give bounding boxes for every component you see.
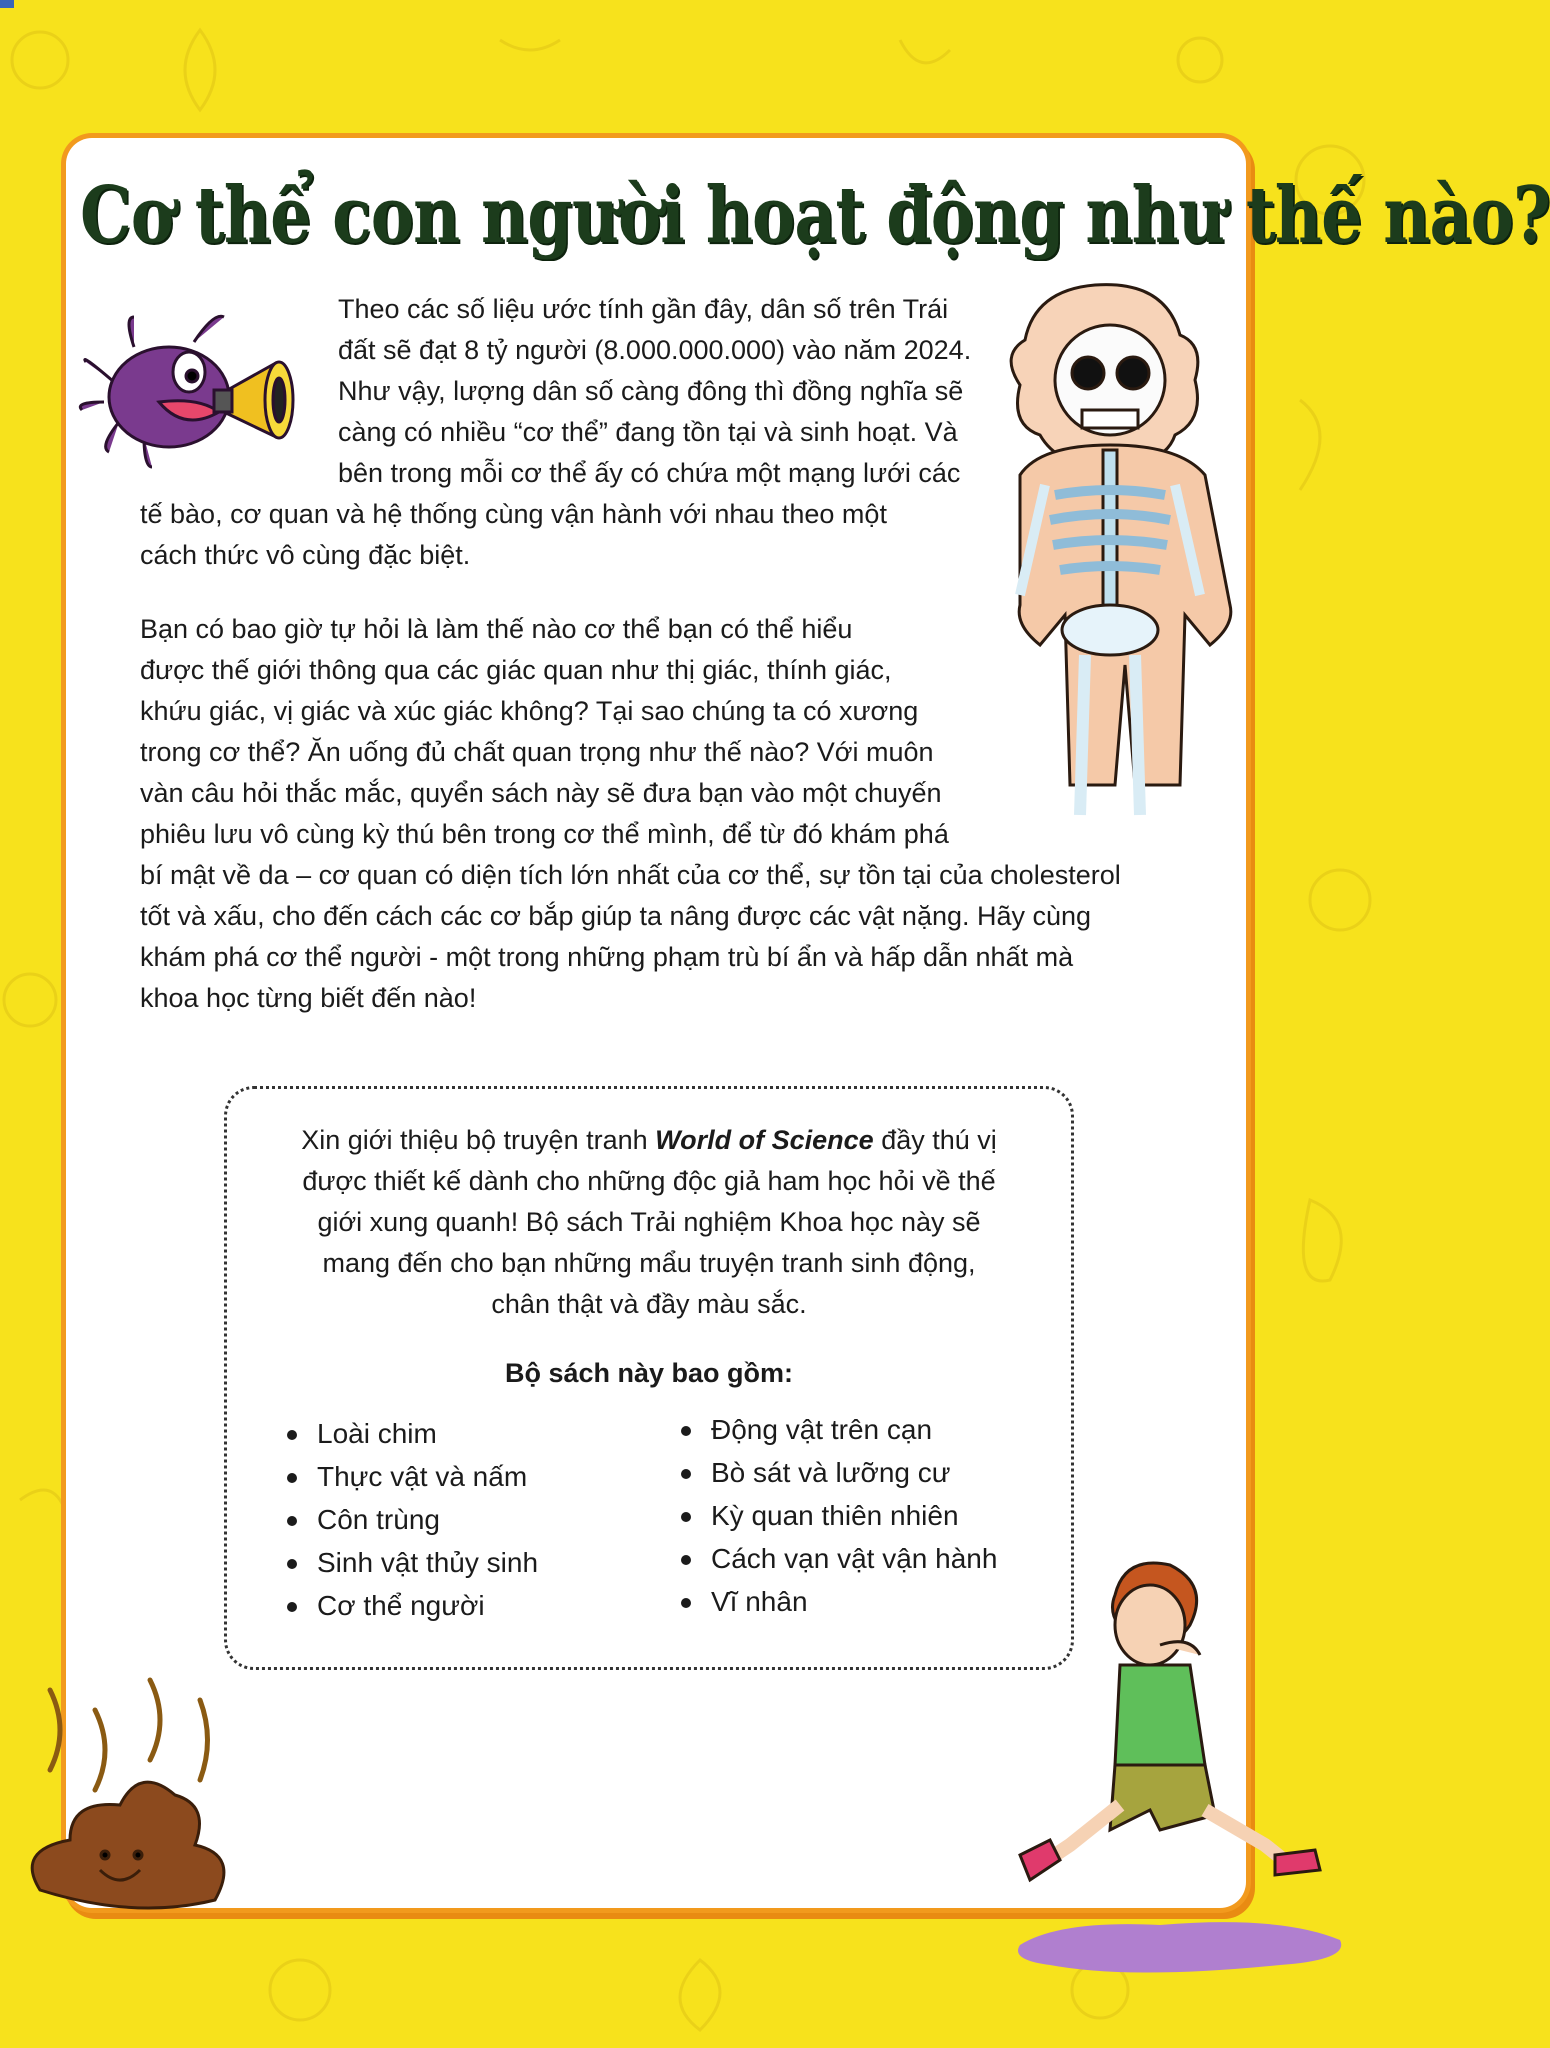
paragraph-line: khoa học từng biết đến nào! — [140, 983, 477, 1013]
series-list-right — [681, 1408, 997, 1623]
list-item: Côn trùng — [287, 1498, 538, 1541]
intro-line — [224, 1120, 1074, 1161]
main-paragraph — [140, 609, 1121, 1019]
series-name: World of Science — [655, 1125, 874, 1155]
paragraph-line: bí mật về da – cơ quan có diện tích lớn nhất của cơ thể, sự tồn tại của cholesterol — [140, 860, 1121, 890]
list-item: Vĩ nhân — [681, 1580, 997, 1623]
paragraph-line: đất sẽ đạt 8 tỷ người (8.000.000.000) vào năm 2024. — [338, 335, 972, 365]
intro-line: giới xung quanh! Bộ sách Trải nghiệm Khoa học này sẽ — [317, 1207, 981, 1237]
paragraph-line: càng có nhiều “cơ thể” đang tồn tại và sinh hoạt. Và — [338, 417, 958, 447]
intro-line: chân thật và đầy màu sắc. — [491, 1289, 807, 1319]
series-intro — [224, 1120, 1074, 1325]
paragraph-line: Theo các số liệu ước tính gần đây, dân số trên Trái — [338, 294, 949, 324]
list-item: Kỳ quan thiên nhiên — [681, 1494, 997, 1537]
running-boy-illustration — [1000, 1555, 1350, 1915]
paragraph-line: Như vậy, lượng dân số càng đông thì đồng nghĩa sẽ — [338, 376, 964, 406]
list-item: Loài chim — [287, 1412, 538, 1455]
intro-line: mang đến cho bạn những mẩu truyện tranh sinh động, — [322, 1248, 976, 1278]
list-item: Thực vật và nấm — [287, 1455, 538, 1498]
list-item: Bò sát và lưỡng cư — [681, 1451, 997, 1494]
corner-accent — [0, 0, 14, 8]
paragraph-line: khứu giác, vị giác và xúc giác không? Tại sao chúng ta có xương — [140, 696, 919, 726]
puddle-illustration — [1010, 1915, 1350, 1975]
series-list-left — [287, 1412, 538, 1627]
paragraph-line: bên trong mỗi cơ thể ấy có chứa một mạng lưới các — [338, 458, 961, 488]
poop-illustration — [20, 1670, 230, 1930]
paragraph-line: trong cơ thể? Ăn uống đủ chất quan trọng như thế nào? Với muôn — [140, 737, 934, 767]
paragraph-line: vàn câu hỏi thắc mắc, quyển sách này sẽ đưa bạn vào một chuyến — [140, 778, 942, 808]
list-item: Cơ thể người — [287, 1584, 538, 1627]
intro-text: Xin giới thiệu bộ truyện tranh — [301, 1125, 656, 1155]
paragraph-line: tế bào, cơ quan và hệ thống cùng vận hành với nhau theo một — [140, 499, 887, 529]
page-title: Cơ thể con người hoạt động như thế nào? — [80, 170, 1550, 261]
paragraph-line: phiêu lưu vô cùng kỳ thú bên trong cơ thể mình, để từ đó khám phá — [140, 819, 949, 849]
paragraph-line: tốt và xấu, cho đến cách các cơ bắp giúp ta nâng được các vật nặng. Hãy cùng — [140, 901, 1092, 931]
intro-line: được thiết kế dành cho những độc giả ham học hỏi về thế — [302, 1166, 996, 1196]
intro-text: đầy thú vị — [873, 1125, 997, 1155]
intro-paragraph — [140, 289, 971, 576]
list-item: Động vật trên cạn — [681, 1408, 997, 1451]
paragraph-line: khám phá cơ thể người - một trong những phạm trù bí ẩn và hấp dẫn nhất mà — [140, 942, 1074, 972]
paragraph-line: Bạn có bao giờ tự hỏi là làm thế nào cơ thể bạn có thể hiểu — [140, 614, 853, 644]
paragraph-line: cách thức vô cùng đặc biệt. — [140, 540, 471, 570]
list-item: Cách vạn vật vận hành — [681, 1537, 997, 1580]
list-item: Sinh vật thủy sinh — [287, 1541, 538, 1584]
paragraph-line: được thế giới thông qua các giác quan như thị giác, thính giác, — [140, 655, 892, 685]
series-heading: Bộ sách này bao gồm: — [504, 1358, 794, 1388]
